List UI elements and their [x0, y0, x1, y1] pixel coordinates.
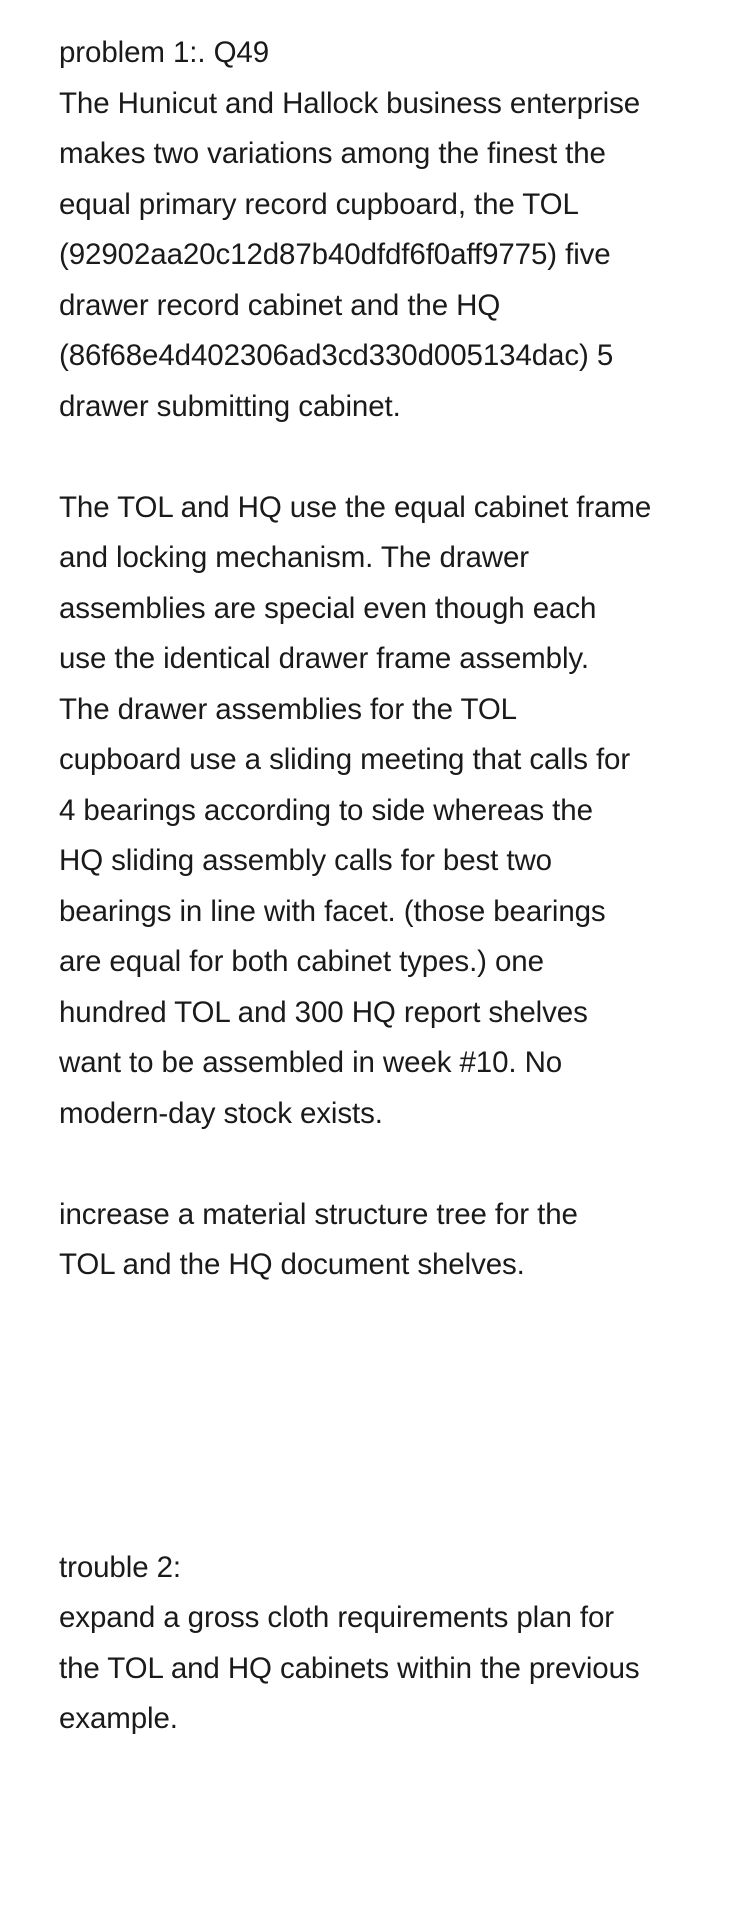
paragraph-line: modern-day stock exists. — [59, 1096, 383, 1130]
paragraph-line: are equal for both cabinet types.) one — [59, 945, 544, 978]
paragraph-line: increase a material structure tree for the — [59, 1197, 578, 1231]
paragraph-spacer — [59, 432, 709, 483]
section-spacer — [59, 1291, 709, 1543]
paragraph-line: 4 bearings according to side whereas the — [59, 793, 593, 827]
paragraph-spacer — [59, 1139, 709, 1190]
paragraph-line: (92902aa20c12d87b40dfdf6f0aff9775) five — [59, 238, 611, 271]
paragraph-line: the TOL and HQ cabinets within the previous — [59, 1651, 640, 1685]
paragraph-line: (86f68e4d402306ad3cd330d005134dac) 5 — [59, 339, 614, 372]
paragraph-line: TOL and the HQ document shelves. — [59, 1248, 525, 1281]
paragraph-line: HQ sliding assembly calls for best two — [59, 844, 552, 877]
paragraph-line: cupboard use a sliding meeting that calls for — [59, 743, 631, 776]
paragraph-line: example. — [59, 1702, 178, 1735]
problem-2-paragraph-1 — [59, 1593, 709, 1745]
paragraph-line: use the identical drawer frame assembly. — [59, 642, 589, 675]
paragraph-line: and locking mechanism. The drawer — [59, 541, 530, 574]
paragraph-line: The TOL and HQ use the equal cabinet frame — [59, 490, 652, 524]
document-body — [59, 28, 709, 1745]
paragraph-line: equal primary record cupboard, the TOL — [59, 187, 579, 221]
problem-1-paragraph-2 — [59, 483, 709, 1140]
paragraph-line: makes two variations among the finest the — [59, 137, 606, 170]
paragraph-line: The drawer assemblies for the TOL — [59, 692, 517, 726]
paragraph-line: want to be assembled in week #10. No — [59, 1046, 563, 1079]
problem-1-title: problem 1:. Q49 — [59, 36, 270, 69]
paragraph-line: bearings in line with facet. (those bearings — [59, 894, 606, 928]
problem-1-paragraph-1 — [59, 79, 709, 433]
paragraph-line: drawer record cabinet and the HQ — [59, 288, 501, 322]
problem-2-title: trouble 2: — [59, 1550, 181, 1584]
paragraph-line: expand a gross cloth requirements plan for — [59, 1601, 614, 1634]
paragraph-line: The Hunicut and Hallock business enterprise — [59, 86, 641, 120]
paragraph-line: hundred TOL and 300 HQ report shelves — [59, 995, 588, 1029]
paragraph-line: assemblies are special even though each — [59, 591, 597, 625]
problem-1-paragraph-3 — [59, 1190, 709, 1291]
paragraph-line: drawer submitting cabinet. — [59, 389, 401, 423]
